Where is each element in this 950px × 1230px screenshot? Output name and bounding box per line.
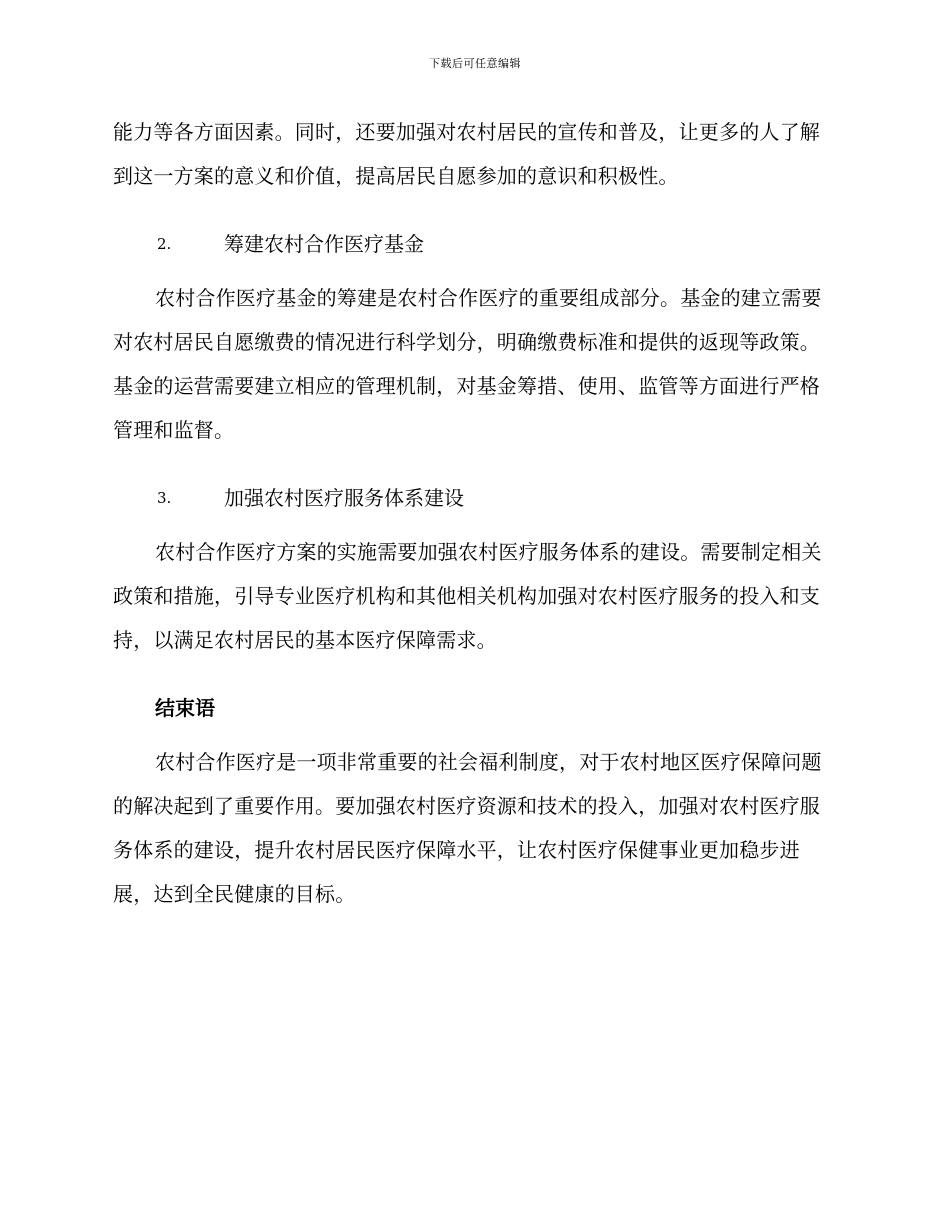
spacer xyxy=(113,452,831,466)
section-body: 农村合作医疗基金的筹建是农村合作医疗的重要组成部分。基金的建立需要对农村居民自愿缴费的情况进行科学划分，明确缴费标准和提供的返现等政策。基金的运营需要建立相应的管理机制，对基金筹措、使用、监管等方面进行严格管理和监督。 xyxy=(113,286,822,442)
document-body xyxy=(113,110,831,916)
section-heading-2 xyxy=(113,222,831,266)
conclusion-body: 农村合作医疗是一项非常重要的社会福利制度，对于农村地区医疗保障问题的解决起到了重要作用。要加强农村医疗资源和技术的投入，加强对农村医疗服务体系的建设，提升农村居民医疗保障水平，让农村医疗保健事业更加稳步进展，达到全民健康的目标。 xyxy=(113,750,822,906)
header-note: 下载后可任意编辑 xyxy=(429,57,521,70)
section-body: 农村合作医疗方案的实施需要加强农村医疗服务体系的建设。需要制定相关政策和措施，引导专业医疗机构和其他相关机构加强对农村医疗服务的投入和支持，以满足农村居民的基本医疗保障需求。 xyxy=(113,540,822,652)
section-number: 3. xyxy=(157,489,172,507)
conclusion-heading: 结束语 xyxy=(155,696,215,720)
section-heading-3 xyxy=(113,476,831,520)
section-title: 筹建农村合作医疗基金 xyxy=(224,232,424,256)
intro-paragraph: 能力等各方面因素。同时，还要加强对农村居民的宣传和普及，让更多的人了解到这一方案的意义和价值，提高居民自愿参加的意识和积极性。 xyxy=(113,120,820,188)
spacer xyxy=(113,198,831,212)
section-title: 加强农村医疗服务体系建设 xyxy=(224,486,464,510)
spacer xyxy=(113,662,831,676)
section-number: 2. xyxy=(157,235,172,253)
